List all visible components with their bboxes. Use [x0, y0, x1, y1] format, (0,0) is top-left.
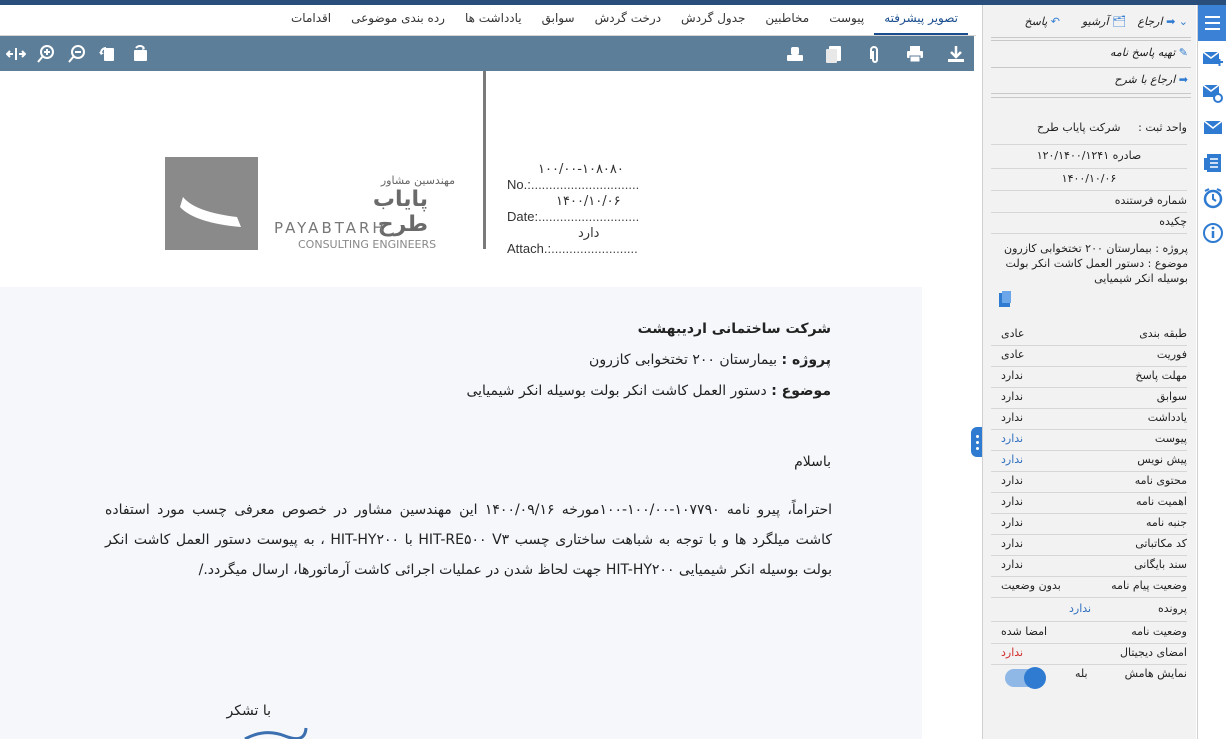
- refer-note-icon: ➡: [1178, 73, 1188, 86]
- divider: [991, 168, 1187, 169]
- documents-icon[interactable]: [1201, 151, 1225, 175]
- divider: [991, 492, 1187, 493]
- letter-body: احتراماً، پیرو نامه ۱۰۷۷۹۰-۱۰۰/۰۰-۱۰۰مورخه ۱۴۰۰/۰۹/۱۶ این مهندسین مشاور در خصوص معرفی چسب مورد استفاده کاشت میلگرد ها و با توجه به شباهت ساختاری چسب HIT-RE۵۰۰ V۳ با HIT-HY۲۰۰ ، به پیوست دستور العمل کاشت انکر بولت بوسیله انکر شیمیایی HIT-HY۲۰۰ جهت لحاظ شدن در عملیات اجرائی کاشت آرماتورها، ارسال میگردد./: [105, 502, 833, 578]
- metadata-value: ندارد: [1001, 495, 1024, 508]
- file-label: پرونده: [1157, 602, 1187, 615]
- reminder-icon[interactable]: [1201, 186, 1225, 210]
- divider: [991, 190, 1187, 191]
- divider: [991, 429, 1187, 430]
- digital-signature-value: ندارد: [1001, 646, 1024, 659]
- tab-2[interactable]: مخاطبین: [765, 11, 810, 25]
- logo-name-fa: پایاب طرح: [372, 187, 428, 237]
- metadata-row: [991, 579, 1187, 597]
- archive-button[interactable]: [1082, 15, 1126, 28]
- reply-button[interactable]: [1025, 15, 1060, 28]
- metadata-row: [991, 369, 1187, 387]
- letter-attach-value: دارد: [578, 226, 600, 241]
- letter-date-value: ۱۴۰۰/۱۰/۰۶: [556, 194, 621, 209]
- letter-project: [589, 352, 831, 368]
- tab-1[interactable]: پیوست: [829, 11, 865, 25]
- letter-date-row: Date:............................: [507, 209, 640, 224]
- divider: [991, 471, 1187, 472]
- sender-number-row: [991, 194, 1187, 212]
- metadata-value: ندارد: [1001, 390, 1024, 403]
- divider: [991, 144, 1187, 145]
- metadata-label: محتوی نامه: [1134, 474, 1187, 487]
- metadata-label: سوابق: [1156, 390, 1187, 403]
- download-icon[interactable]: [944, 42, 968, 66]
- issued-label: صادره ۱۲۰/۱۴۰۰/۱۲۴۱: [1036, 149, 1142, 162]
- metadata-row: [991, 390, 1187, 408]
- divider: [991, 643, 1187, 644]
- metadata-value: عادی: [1001, 327, 1025, 340]
- letter-project-value: بیمارستان ۲۰۰ تختخوابی کازرون: [589, 352, 778, 368]
- logo-tagline: CONSULTING ENGINEERS: [298, 238, 437, 251]
- letter-status-row: [991, 625, 1187, 643]
- signature-mark: [240, 725, 310, 739]
- digital-signature-row: [991, 646, 1187, 664]
- letter-attach-label: Attach.:: [507, 241, 552, 256]
- divider: [991, 576, 1187, 577]
- divider: [991, 345, 1187, 346]
- archive-label: آرشیو: [1081, 15, 1109, 28]
- letter-status-label: وضعیت نامه: [1131, 625, 1187, 638]
- issued-date: ۱۴۰۰/۱۰/۰۶: [1061, 172, 1117, 185]
- menu-icon[interactable]: [1198, 5, 1226, 41]
- letter-viewer: [0, 5, 976, 739]
- letter-status-value: امضا شده: [1001, 625, 1048, 638]
- tab-4[interactable]: درخت گردش: [594, 11, 662, 25]
- letter-subject: [466, 383, 831, 399]
- letter-number-value: ۱۰۰/۰۰-۱۰۸۰۸۰: [538, 162, 624, 177]
- attachment-icon[interactable]: [862, 42, 886, 66]
- summary-document-icon[interactable]: [997, 291, 1013, 309]
- divider: [991, 387, 1187, 388]
- zoom-out-icon[interactable]: [65, 42, 89, 66]
- divider: [991, 233, 1187, 234]
- metadata-value: ندارد: [1001, 537, 1024, 550]
- divider: [991, 40, 1191, 41]
- refer-with-note-button[interactable]: [1114, 73, 1188, 86]
- letter-info-panel: [982, 5, 1196, 739]
- show-copy-toggle[interactable]: [1005, 669, 1045, 687]
- metadata-label: کد مکاتباتی: [1135, 537, 1187, 550]
- metadata-row: [991, 495, 1187, 513]
- summary-text: پروژه : بیمارستان ۲۰۰ تختخوابی کازرون موضوع : دستور العمل کاشت انکر بولت بوسیله انکر شیمیایی: [1004, 242, 1188, 285]
- search-letter-icon[interactable]: [1201, 81, 1225, 105]
- document-page: [0, 71, 974, 739]
- refer-with-note-label: ارجاع با شرح: [1114, 73, 1176, 86]
- zoom-fit-icon[interactable]: [4, 42, 28, 66]
- tab-0[interactable]: تصویر پیشرفته: [874, 5, 968, 35]
- sender-number-label: شماره فرستنده: [1114, 194, 1187, 207]
- divider: [991, 513, 1187, 514]
- letter-attach-row: Attach.:........................: [507, 241, 638, 256]
- metadata-row: [991, 453, 1187, 471]
- letter-greeting: باسلام: [794, 454, 831, 470]
- prepare-reply-icon: ✎: [1178, 46, 1188, 59]
- registration-unit-value: شرکت پایاب طرح: [1037, 121, 1121, 134]
- metadata-row: [991, 348, 1187, 366]
- divider: [991, 37, 1191, 38]
- prepare-reply-label: تهیه پاسخ نامه: [1110, 46, 1176, 59]
- metadata-value: ندارد: [1001, 474, 1024, 487]
- divider: [991, 534, 1187, 535]
- icon-rail: [1197, 5, 1226, 739]
- divider: [991, 450, 1187, 451]
- metadata-label: وضعیت پیام نامه: [1111, 579, 1187, 592]
- tab-3[interactable]: جدول گردش: [681, 11, 746, 25]
- metadata-value[interactable]: ندارد: [1001, 453, 1024, 466]
- divider: [991, 67, 1191, 68]
- stamp-icon[interactable]: [783, 42, 807, 66]
- archive-icon: 🗂: [1112, 15, 1126, 28]
- metadata-row: [991, 432, 1187, 450]
- toggle-knob: [1024, 667, 1046, 689]
- divider: [991, 555, 1187, 556]
- zoom-in-icon[interactable]: [34, 42, 58, 66]
- tab-5[interactable]: سوابق: [541, 11, 575, 25]
- refer-label: ارجاع: [1137, 15, 1163, 28]
- metadata-label: جنبه نامه: [1145, 516, 1187, 529]
- file-value[interactable]: ندارد: [1069, 602, 1092, 615]
- rotate-right-icon[interactable]: [128, 42, 152, 66]
- letter-recipient: شرکت ساختمانی اردیبهشت: [637, 321, 831, 337]
- divider: [991, 212, 1187, 213]
- summary-label: چکیده: [1159, 215, 1187, 228]
- copy-icon[interactable]: [822, 42, 846, 66]
- metadata-label: طبقه بندی: [1139, 327, 1187, 340]
- metadata-label: مهلت پاسخ: [1135, 369, 1187, 382]
- logo-name-en: PAYABTARH: [274, 219, 387, 237]
- letter-project-label: پروژه :: [781, 352, 831, 368]
- divider: [991, 97, 1191, 98]
- divider: [991, 408, 1187, 409]
- metadata-row: [991, 474, 1187, 492]
- divider: [991, 621, 1187, 622]
- metadata-value: بدون وضعیت: [1001, 579, 1061, 592]
- letter-closing: با تشکر: [226, 703, 271, 719]
- metadata-value: ندارد: [1001, 558, 1024, 571]
- metadata-value[interactable]: ندارد: [1001, 432, 1024, 445]
- metadata-value: ندارد: [1001, 411, 1024, 424]
- metadata-row: [991, 411, 1187, 429]
- viewer-toolbar: [0, 36, 974, 71]
- prepare-reply-button[interactable]: [1110, 46, 1188, 59]
- reply-icon: ↶: [1050, 15, 1060, 28]
- metadata-value: ندارد: [1001, 516, 1024, 529]
- chevron-down-icon: ⌄: [1178, 15, 1188, 28]
- metadata-label: فوریت: [1156, 348, 1187, 361]
- print-icon[interactable]: [903, 42, 927, 66]
- issued-date-row: [991, 172, 1187, 190]
- refer-arrow-icon: ➡: [1166, 15, 1176, 28]
- show-copy-label: نمایش هامش: [1124, 667, 1187, 680]
- registration-unit-row: [991, 121, 1187, 139]
- metadata-value: عادی: [1001, 348, 1025, 361]
- letter-subject-label: موضوع :: [771, 383, 831, 399]
- divider: [991, 93, 1191, 94]
- reply-label: پاسخ: [1024, 15, 1048, 28]
- metadata-label: یادداشت: [1147, 411, 1187, 424]
- digital-signature-label: امضای دیجیتال: [1120, 646, 1187, 659]
- metadata-label: سند بایگانی: [1134, 558, 1187, 571]
- tab-8[interactable]: اقدامات: [290, 11, 332, 25]
- divider: [991, 366, 1187, 367]
- letter-subject-value: دستور العمل کاشت انکر بولت بوسیله انکر شیمیایی: [466, 383, 767, 399]
- summary-row: [991, 215, 1187, 233]
- metadata-label: پیش نویس: [1137, 453, 1187, 466]
- info-icon[interactable]: [1201, 221, 1225, 245]
- letterhead-divider: [483, 71, 486, 249]
- metadata-row: [991, 516, 1187, 534]
- inbox-icon[interactable]: [1201, 116, 1225, 140]
- metadata-value: ندارد: [1001, 369, 1024, 382]
- issued-row: [991, 149, 1187, 167]
- letter-date-label: Date:: [507, 209, 539, 224]
- metadata-row: [991, 558, 1187, 576]
- rotate-left-icon[interactable]: [96, 42, 120, 66]
- refer-button[interactable]: [1137, 15, 1188, 28]
- letter-number-label: No.:: [507, 177, 531, 192]
- divider: [991, 597, 1187, 598]
- viewer-tabs: [0, 5, 976, 36]
- metadata-label: پیوست: [1154, 432, 1187, 445]
- letter-number-row: No.:..............................: [507, 177, 640, 192]
- tab-7[interactable]: رده بندی موضوعی: [351, 11, 445, 25]
- file-row: [991, 602, 1187, 620]
- show-copy-value: بله: [1075, 667, 1088, 680]
- metadata-row: [991, 537, 1187, 555]
- company-logo: [165, 157, 258, 250]
- divider: [991, 664, 1187, 665]
- new-letter-icon[interactable]: [1201, 47, 1225, 71]
- metadata-label: اهمیت نامه: [1135, 495, 1187, 508]
- registration-unit-label: واحد ثبت :: [1138, 121, 1187, 134]
- tab-6[interactable]: یادداشت ها: [464, 11, 522, 25]
- logo-subtitle: مهندسین مشاور: [380, 174, 455, 187]
- metadata-row: [991, 327, 1187, 345]
